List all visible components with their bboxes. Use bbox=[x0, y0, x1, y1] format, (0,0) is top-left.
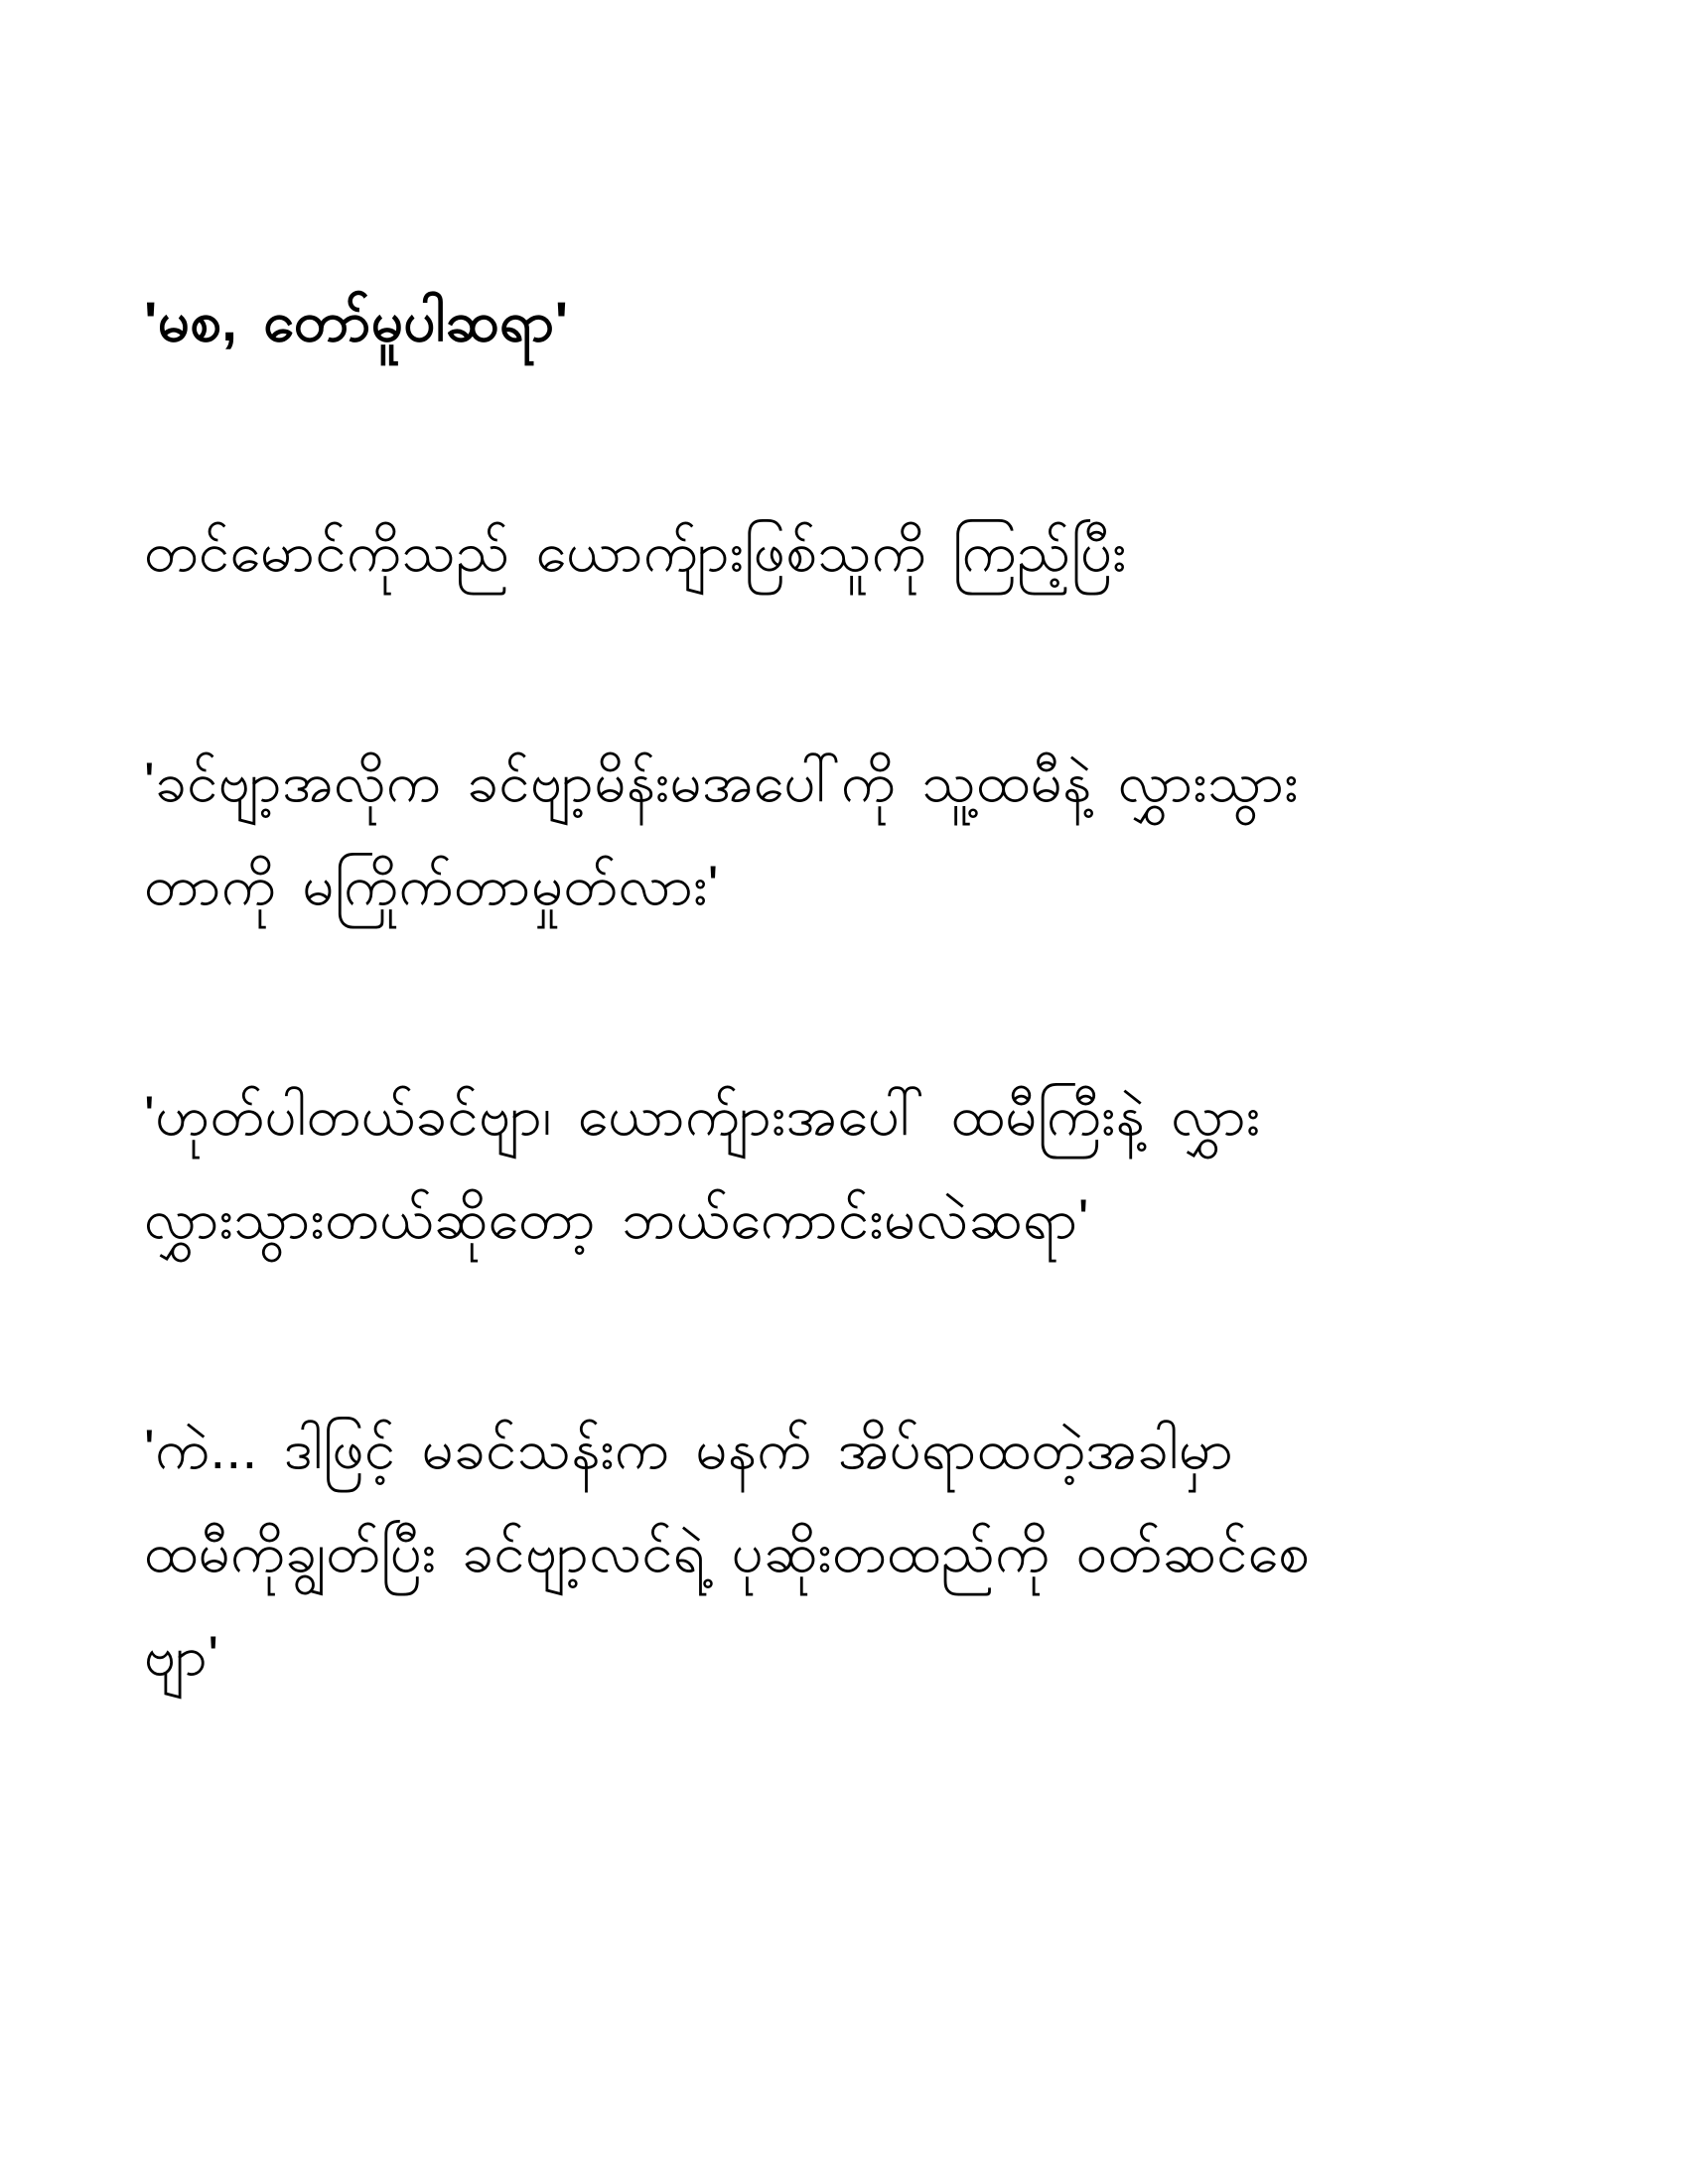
paragraph-dialogue-4 bbox=[144, 1398, 1569, 1707]
paragraph-dialogue-2 bbox=[144, 731, 1569, 937]
paragraph-narration bbox=[144, 500, 1569, 604]
text-line: ထမီကိုချွတ်ပြီး ခင်ဗျာ့လင်ရဲ့ ပုဆိုးတထည်ကို ဝတ်ဆင်စေ bbox=[144, 1521, 1311, 1583]
text-line: တာကို မကြိုက်တာမှုတ်လား' bbox=[144, 854, 719, 916]
text-line: တင်မောင်ကိုသည် ယောက်ျားဖြစ်သူကို ကြည့်ပြီး bbox=[144, 520, 1127, 583]
text-line: 'ကဲ... ဒါဖြင့် မခင်သန်းက မနက် အိပ်ရာထတဲ့အခါမှာ bbox=[144, 1418, 1234, 1480]
text-line: လွှားသွားတယ်ဆိုတော့ ဘယ်ကောင်းမလဲဆရာ' bbox=[144, 1187, 1089, 1250]
text-line: 'ခင်ဗျာ့အလိုက ခင်ဗျာ့မိန်းမအပေါ်ကို သူ့ထမီနဲ့ လွှားသွား bbox=[144, 751, 1299, 813]
text-line: 'ဟုတ်ပါတယ်ခင်ဗျာ၊ ယောက်ျားအပေါ် ထမီကြီးနဲ့ လွှား bbox=[144, 1084, 1261, 1147]
text-line: 'မစ, တော်မူပါဆရာ' bbox=[144, 290, 569, 352]
paragraph-dialogue-1 bbox=[144, 270, 1569, 373]
paragraph-dialogue-3 bbox=[144, 1064, 1569, 1271]
text-line: ဗျာ' bbox=[144, 1624, 219, 1687]
